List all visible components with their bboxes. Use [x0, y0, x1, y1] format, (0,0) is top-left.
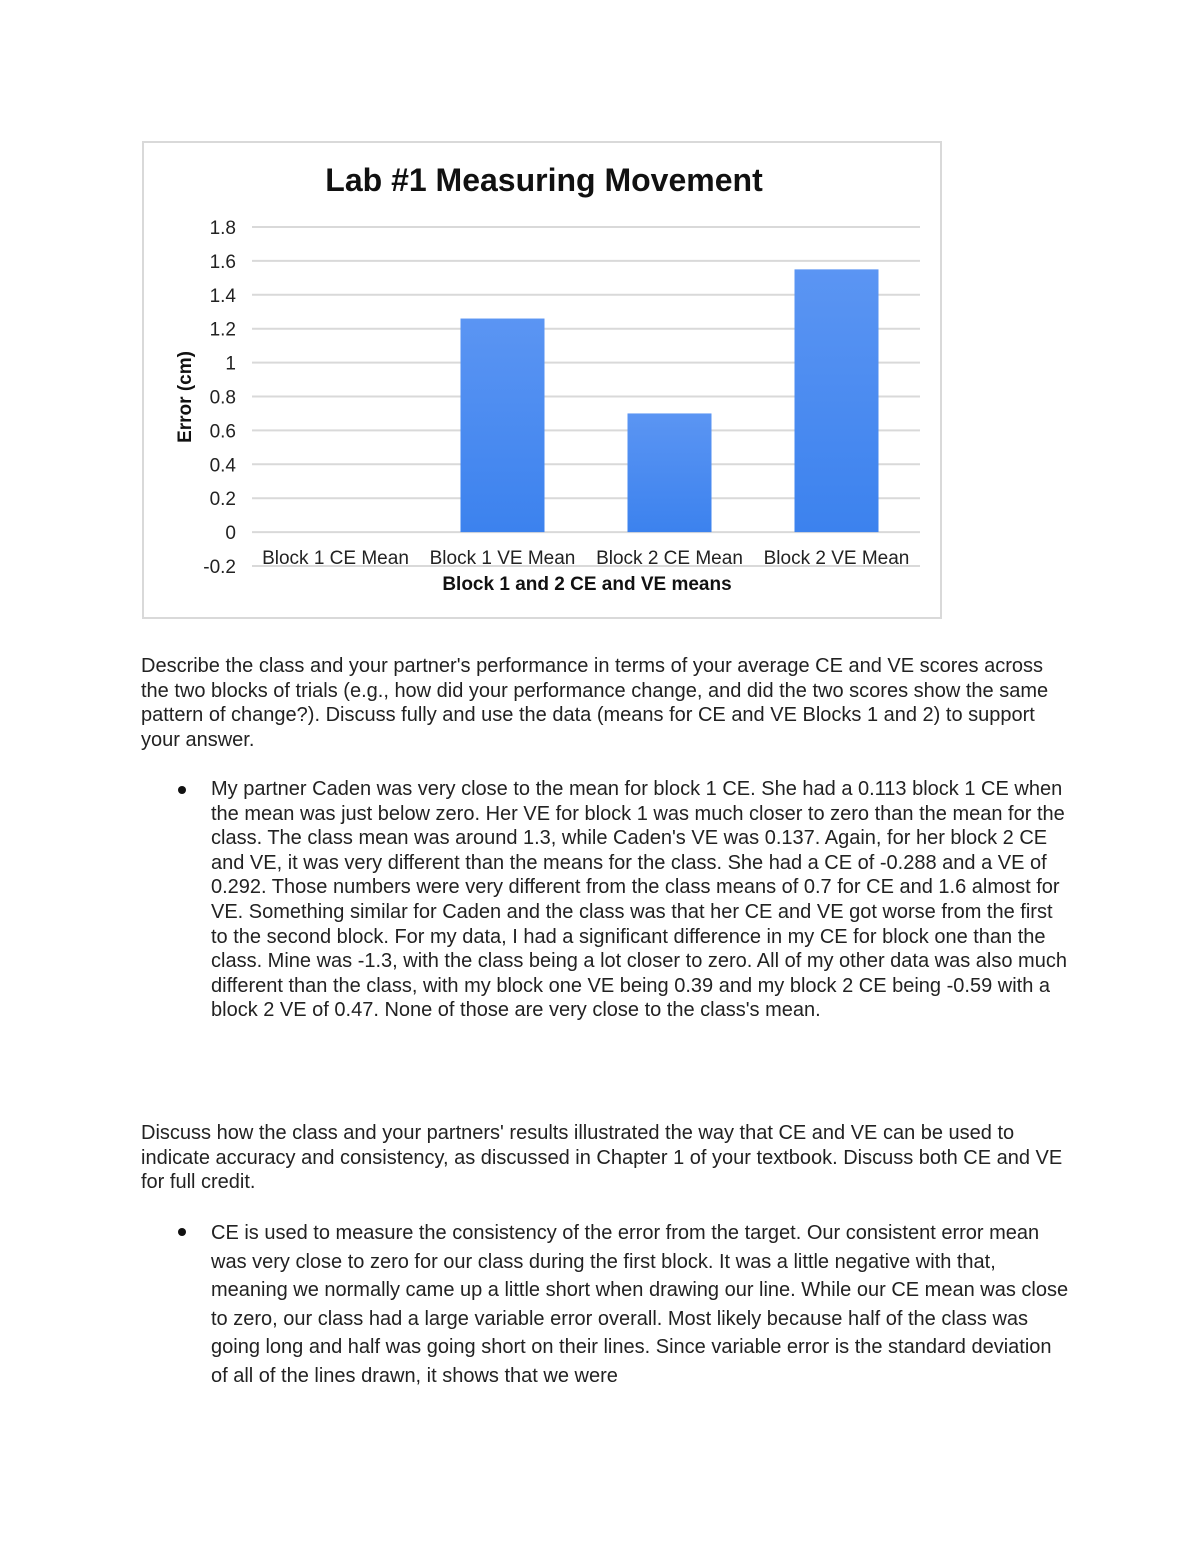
y-tick-label: 1.2 — [209, 319, 236, 341]
x-tick-label: Block 2 CE Mean — [596, 548, 743, 569]
y-tick-label: 1.6 — [209, 251, 236, 273]
answer-1-text: My partner Caden was very close to the mean for block 1 CE. She had a 0.113 block 1 CE when the mean was just below zero. Her VE for block 1 was much closer to zero than the mean for the class. The class mean was around 1.3, while Caden's VE was 0.137. Again, for her block 2 CE and VE, it was very different than the means for the class. She had a CE of -0.288 and a VE of 0.292. Those numbers were very different from the class means of 0.7 for CE and 1.6 almost for VE. Something similar for Caden and the class was that her CE and VE got worse from the first to the second block. For my data, I had a significant difference in my CE for block one than the class. Mine was -1.3, with the class being a lot closer to zero. All of my other data was also much different than the class, with my block one VE being 0.39 and my block 2 CE being -0.59 with a block 2 VE of 0.47. None of those are very close to the class's mean. — [211, 778, 1067, 1022]
x-axis-title: Block 1 and 2 CE and VE means — [442, 574, 732, 595]
bar-chart — [142, 141, 942, 619]
list-item — [141, 777, 1071, 1023]
question-2-text: Discuss how the class and your partners' results illustrated the way that CE and VE can be used to indicate accuracy and consistency, as discussed in Chapter 1 of your textbook. Discuss both CE and VE for full credit. — [141, 1122, 1063, 1194]
list-item — [141, 1219, 1071, 1390]
question-1-text: Describe the class and your partner's performance in terms of your average CE and VE scores across the two blocks of trials (e.g., how did your performance change, and did the two scores show the same pattern of change?). Discuss fully and use the data (means for CE and VE Blocks 1 and 2) to support your answer. — [141, 655, 1049, 751]
bullet-icon — [178, 1228, 186, 1236]
answer-1 — [141, 777, 1071, 1023]
bar — [461, 319, 545, 533]
y-tick-label: 0 — [225, 523, 236, 545]
chart-title: Lab #1 Measuring Movement — [325, 162, 763, 198]
x-tick-label: Block 2 VE Mean — [763, 548, 910, 569]
y-tick-label: 1.4 — [209, 285, 236, 307]
y-tick-label: 0.8 — [209, 387, 236, 409]
bars — [461, 269, 879, 532]
y-tick-label: 0.4 — [209, 455, 236, 477]
y-tick-label: 0.6 — [209, 421, 236, 443]
answer-2-text: CE is used to measure the consistency of the error from the target. Our consistent error mean was very close to zero for our class during the first block. It was a little negative with that, meaning we normally came up a little short when drawing our line. While our CE mean was close to zero, our class had a large variable error overall. Most likely because half of the class was going long and half was going short on their lines. Since variable error is the standard deviation of all of the lines drawn, it shows that we were — [211, 1222, 1069, 1387]
answer-2 — [141, 1219, 1071, 1390]
x-tick-label: Block 1 CE Mean — [262, 548, 409, 569]
y-tick-label: 0.2 — [209, 489, 236, 511]
y-tick-labels — [203, 218, 236, 578]
question-1 — [141, 654, 1071, 752]
y-tick-label: 1 — [225, 353, 236, 375]
bar — [628, 413, 712, 532]
y-tick-label: 1.8 — [209, 218, 236, 239]
y-tick-label: -0.2 — [203, 557, 236, 578]
question-2 — [141, 1121, 1071, 1195]
bullet-icon — [178, 786, 186, 794]
bar — [795, 269, 879, 532]
y-axis-title: Error (cm) — [175, 351, 196, 443]
chart-svg — [144, 143, 944, 621]
x-tick-label: Block 1 VE Mean — [429, 548, 576, 569]
